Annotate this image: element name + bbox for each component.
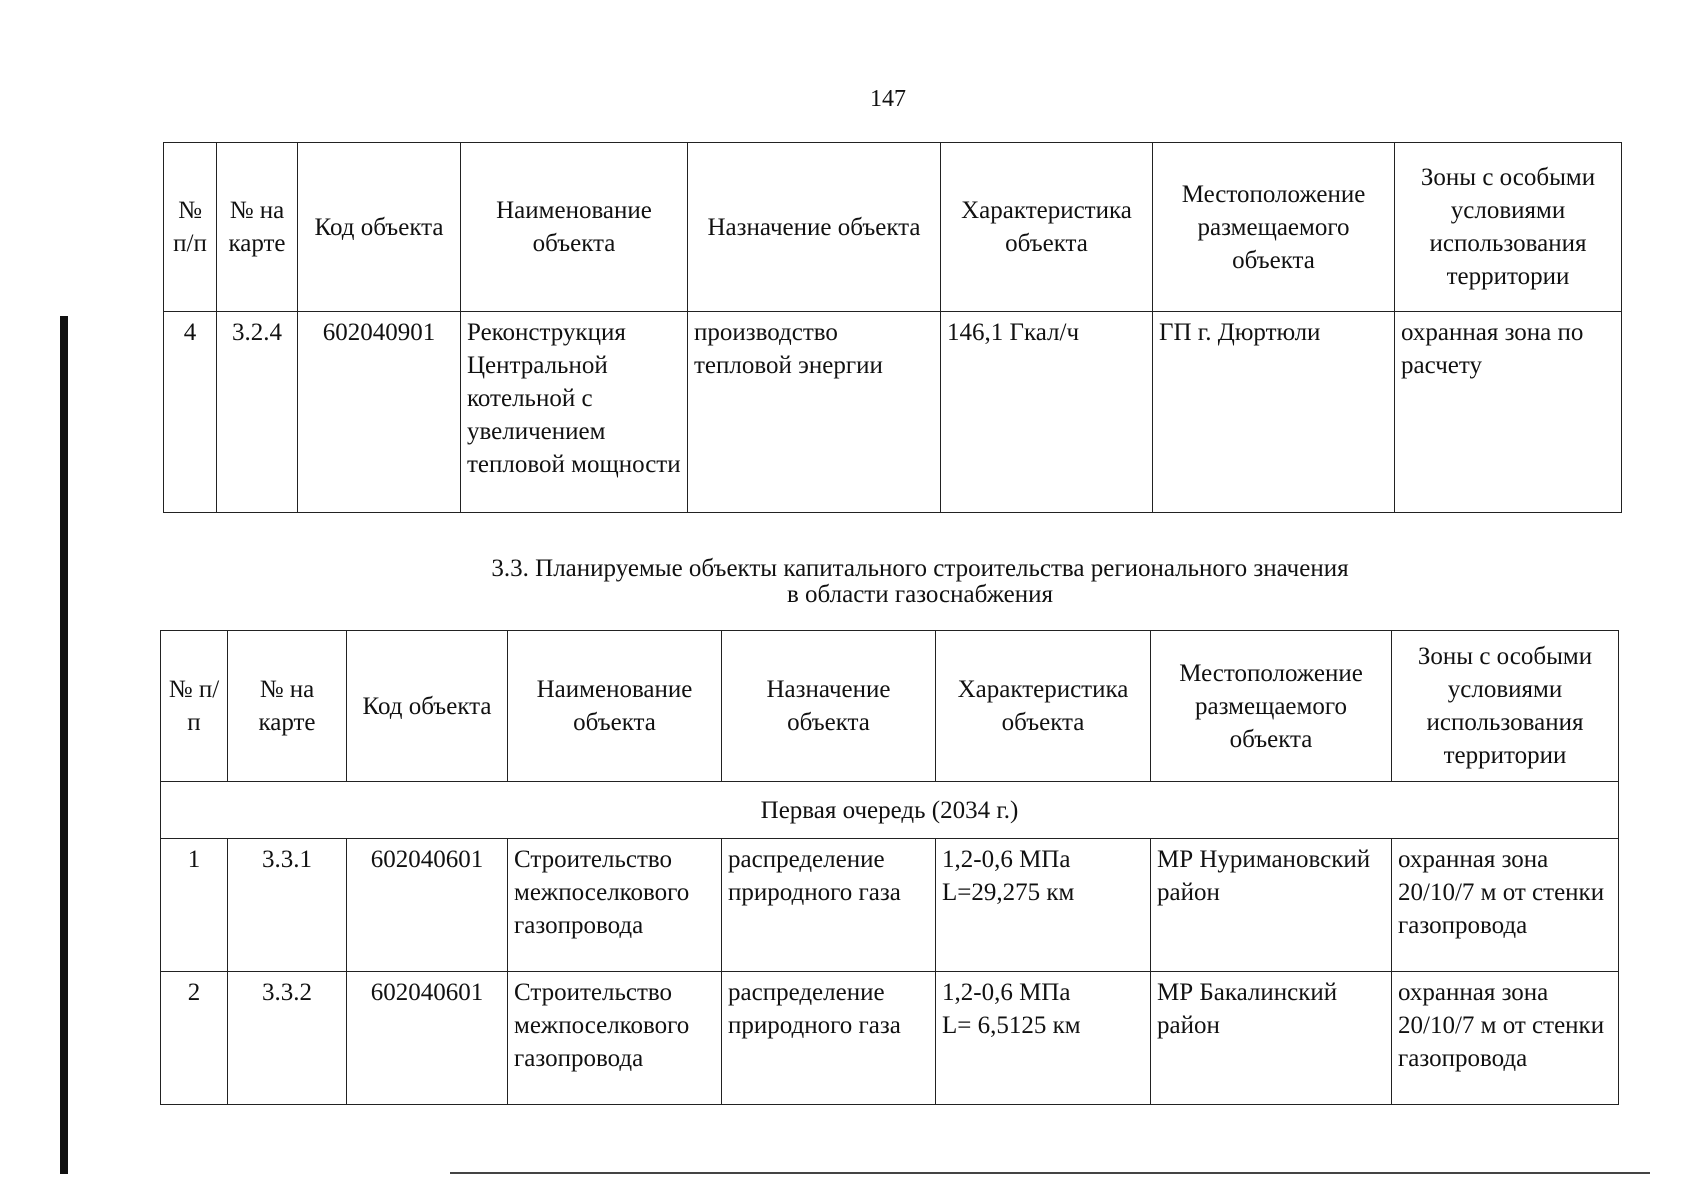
characteristic-length: L=29,275 км	[942, 879, 1075, 906]
cell-num: 2	[161, 972, 228, 1105]
table-header-row	[161, 631, 1619, 782]
cell-purpose: производство тепловой энергии	[688, 312, 941, 513]
table-row	[164, 312, 1622, 513]
header-map-num: № на карте	[228, 631, 347, 782]
header-characteristic: Характеристика объекта	[936, 631, 1151, 782]
header-name: Наименование объекта	[461, 143, 688, 312]
header-num: № п/п	[164, 143, 217, 312]
header-characteristic: Характеристика объекта	[941, 143, 1153, 312]
cell-characteristic: 146,1 Гкал/ч	[941, 312, 1153, 513]
cell-code: 602040601	[347, 972, 508, 1105]
queue-label: Первая очередь (2034 г.)	[161, 782, 1619, 839]
heat-objects-table	[163, 142, 1622, 513]
cell-num: 1	[161, 839, 228, 972]
cell-map-num: 3.3.2	[228, 972, 347, 1105]
section-title-line1: 3.3. Планируемые объекты капитального строительства регионального значения	[491, 555, 1349, 582]
cell-zones: охранная зона 20/10/7 м от стенки газопровода	[1392, 972, 1619, 1105]
cell-purpose: распределение природного газа	[722, 839, 936, 972]
cell-code: 602040901	[298, 312, 461, 513]
cell-characteristic	[936, 972, 1151, 1105]
characteristic-pressure: 1,2-0,6 МПа	[942, 979, 1071, 1006]
section-title-line2: в области газоснабжения	[786, 581, 1054, 608]
cell-purpose: распределение природного газа	[722, 972, 936, 1105]
cell-name: Строительство межпоселкового газопровода	[508, 972, 722, 1105]
header-location: Местоположение размещаемого объекта	[1153, 143, 1395, 312]
section-title	[300, 556, 1540, 608]
header-purpose: Назначение объекта	[722, 631, 936, 782]
cell-name: Реконструкция Центральной котельной с увеличением тепловой мощности	[461, 312, 688, 513]
cell-location: ГП г. Дюртюли	[1153, 312, 1395, 513]
table-header-row	[164, 143, 1622, 312]
header-zones: Зоны с особыми условиями использования территории	[1395, 143, 1622, 312]
cell-location: МР Бакалинский район	[1151, 972, 1392, 1105]
header-zones: Зоны с особыми условиями использования территории	[1392, 631, 1619, 782]
cell-characteristic	[936, 839, 1151, 972]
page-number: 147	[870, 86, 906, 112]
table-row	[161, 839, 1619, 972]
header-code: Код объекта	[298, 143, 461, 312]
cell-code: 602040601	[347, 839, 508, 972]
scan-bottom-line	[450, 1172, 1650, 1174]
cell-num: 4	[164, 312, 217, 513]
cell-name: Строительство межпоселкового газопровода	[508, 839, 722, 972]
cell-map-num: 3.3.1	[228, 839, 347, 972]
header-num: № п/п	[161, 631, 228, 782]
header-map-num: № на карте	[217, 143, 298, 312]
cell-zones: охранная зона по расчету	[1395, 312, 1622, 513]
scan-edge-bar	[60, 316, 68, 1174]
gas-objects-table	[160, 630, 1619, 1105]
cell-location: МР Нуримановский район	[1151, 839, 1392, 972]
header-location: Местоположение размещаемого объекта	[1151, 631, 1392, 782]
characteristic-pressure: 1,2-0,6 МПа	[942, 846, 1071, 873]
header-name: Наименование объекта	[508, 631, 722, 782]
header-code: Код объекта	[347, 631, 508, 782]
characteristic-length: L= 6,5125 км	[942, 1012, 1081, 1039]
table-row	[161, 972, 1619, 1105]
header-purpose: Назначение объекта	[688, 143, 941, 312]
queue-row	[161, 782, 1619, 839]
cell-map-num: 3.2.4	[217, 312, 298, 513]
cell-zones: охранная зона 20/10/7 м от стенки газопровода	[1392, 839, 1619, 972]
